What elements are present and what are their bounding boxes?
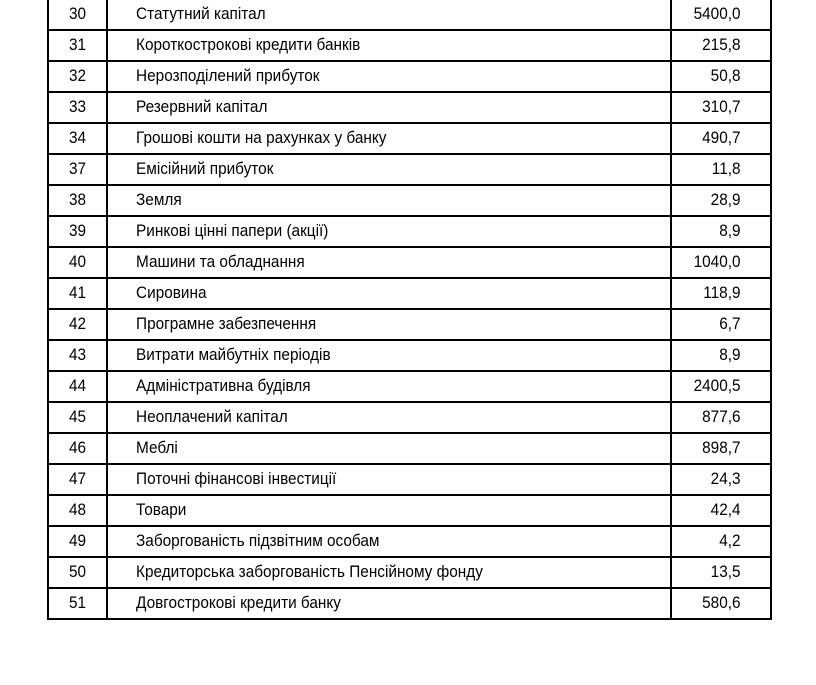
row-number: 48 [50, 495, 105, 526]
item-name: Машини та обладнання [127, 247, 652, 278]
row-number: 42 [50, 309, 105, 340]
table-body [48, 0, 771, 619]
row-number: 45 [50, 402, 105, 433]
table-row [48, 309, 771, 340]
row-number: 38 [50, 185, 105, 216]
item-name: Резервний капітал [127, 92, 652, 123]
item-name: Кредиторська заборгованість Пенсійному фонду [127, 557, 652, 588]
item-value: 11,8 [675, 154, 768, 185]
table-row [48, 123, 771, 154]
item-name: Товари [127, 495, 652, 526]
row-number: 41 [50, 278, 105, 309]
item-name: Заборгованість підзвітним особам [127, 526, 652, 557]
item-name: Сировина [127, 278, 652, 309]
table-row [48, 402, 771, 433]
item-name: Грошові кошти на рахунках у банку [127, 123, 652, 154]
table-row [48, 30, 771, 61]
table-row [48, 154, 771, 185]
table-row [48, 495, 771, 526]
item-name: Земля [127, 185, 652, 216]
item-value: 4,2 [675, 526, 768, 557]
row-number: 33 [50, 92, 105, 123]
table-row [48, 61, 771, 92]
table-row [48, 526, 771, 557]
table-row [48, 340, 771, 371]
row-number: 40 [50, 247, 105, 278]
item-value: 310,7 [675, 92, 768, 123]
row-number: 43 [50, 340, 105, 371]
table-row [48, 433, 771, 464]
item-name: Програмне забезпечення [127, 309, 652, 340]
item-value: 5400,0 [675, 0, 768, 30]
item-value: 8,9 [675, 216, 768, 247]
item-value: 580,6 [675, 588, 768, 619]
item-name: Адміністративна будівля [127, 371, 652, 402]
row-number: 49 [50, 526, 105, 557]
item-name: Ринкові цінні папери (акції) [127, 216, 652, 247]
item-value: 42,4 [675, 495, 768, 526]
table-row [48, 216, 771, 247]
item-name: Витрати майбутніх періодів [127, 340, 652, 371]
row-number: 34 [50, 123, 105, 154]
item-value: 13,5 [675, 557, 768, 588]
item-name: Меблі [127, 433, 652, 464]
item-value: 898,7 [675, 433, 768, 464]
item-name: Нерозподілений прибуток [127, 61, 652, 92]
table-row [48, 0, 771, 30]
table-row [48, 464, 771, 495]
row-number: 30 [50, 0, 105, 30]
row-number: 37 [50, 154, 105, 185]
item-name: Короткострокові кредити банків [127, 30, 652, 61]
table-row [48, 557, 771, 588]
item-value: 2400,5 [675, 371, 768, 402]
balance-items-table [47, 0, 772, 620]
item-name: Довгострокові кредити банку [127, 588, 652, 619]
row-number: 32 [50, 61, 105, 92]
table-row [48, 92, 771, 123]
row-number: 44 [50, 371, 105, 402]
item-value: 8,9 [675, 340, 768, 371]
item-value: 877,6 [675, 402, 768, 433]
table-row [48, 185, 771, 216]
row-number: 51 [50, 588, 105, 619]
row-number: 46 [50, 433, 105, 464]
item-value: 490,7 [675, 123, 768, 154]
item-name: Емісійний прибуток [127, 154, 652, 185]
row-number: 31 [50, 30, 105, 61]
item-value: 50,8 [675, 61, 768, 92]
item-value: 215,8 [675, 30, 768, 61]
row-number: 47 [50, 464, 105, 495]
item-name: Поточні фінансові інвестиції [127, 464, 652, 495]
table-row [48, 247, 771, 278]
item-value: 24,3 [675, 464, 768, 495]
item-name: Статутний капітал [127, 0, 652, 30]
item-name: Неоплачений капітал [127, 402, 652, 433]
row-number: 50 [50, 557, 105, 588]
table-row [48, 588, 771, 619]
row-number: 39 [50, 216, 105, 247]
table-row [48, 278, 771, 309]
item-value: 118,9 [675, 278, 768, 309]
item-value: 28,9 [675, 185, 768, 216]
item-value: 6,7 [675, 309, 768, 340]
table-row [48, 371, 771, 402]
item-value: 1040,0 [675, 247, 768, 278]
